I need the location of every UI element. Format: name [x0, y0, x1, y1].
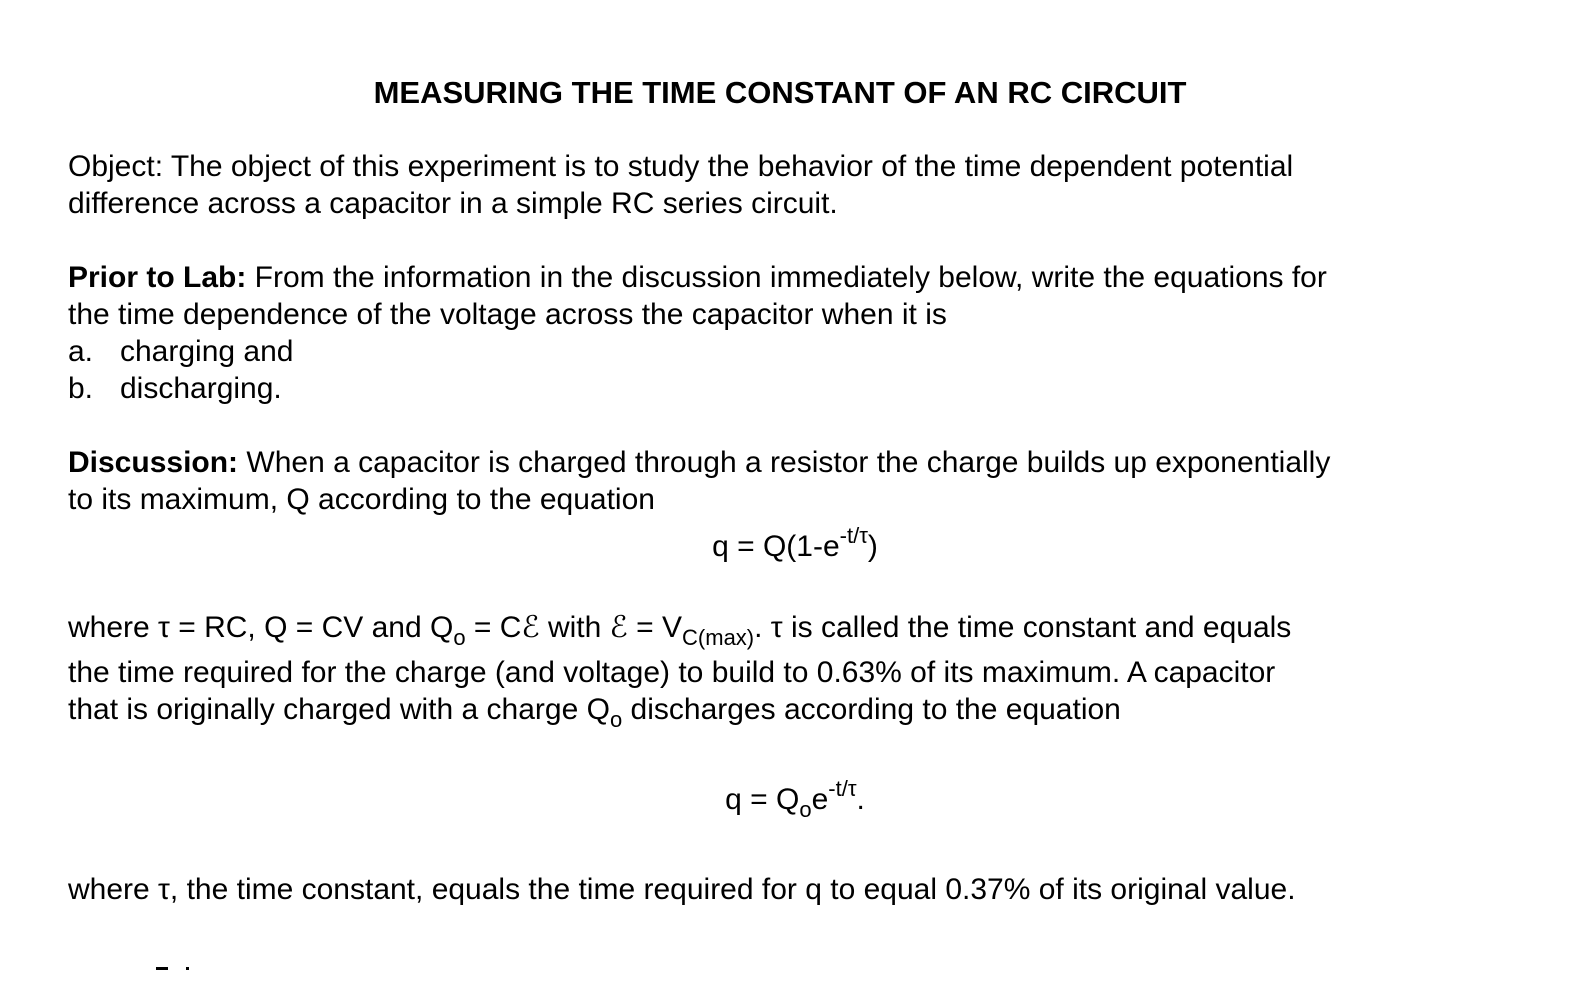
equation-exponent: -t/τ	[839, 523, 868, 548]
glyph-fragment	[186, 967, 189, 970]
list-item	[68, 370, 282, 407]
text-run: where τ = RC, Q = CV and Q	[68, 611, 454, 644]
where-line-3	[68, 691, 1548, 732]
list-marker: b.	[68, 372, 94, 405]
cut-off-text-fragment	[68, 965, 228, 986]
discussion-label: Discussion:	[68, 446, 239, 479]
text-run: with	[539, 611, 610, 644]
equation-exponent: -t/τ	[828, 776, 857, 801]
subscript: o	[609, 707, 623, 732]
text-run: = C	[465, 611, 522, 644]
discussion-line-2: to its maximum, Q according to the equation	[68, 483, 655, 516]
discharging-equation	[0, 776, 1590, 822]
list-item	[68, 333, 293, 370]
subscript: o	[453, 625, 466, 650]
list-item-text: discharging.	[120, 372, 282, 405]
text-run: . τ is called the time constant and equals	[754, 611, 1292, 644]
list-marker: a.	[68, 335, 94, 368]
equation-text: .	[856, 783, 865, 816]
time-constant-sentence: where τ, the time constant, equals the time required for q to equal 0.37% of its original value.	[68, 873, 1296, 906]
discussion-paragraph	[68, 444, 1548, 518]
prior-to-lab-paragraph	[68, 259, 1548, 333]
equation-text: q = Q	[725, 783, 800, 816]
glyph-fragment	[156, 967, 168, 970]
where-line-1	[68, 609, 1548, 650]
object-line-2: difference across a capacitor in a simple RC series circuit.	[68, 187, 838, 220]
list-item-text: charging and	[120, 335, 294, 368]
object-line-1: Object: The object of this experiment is to study the behavior of the time dependent potential	[68, 150, 1294, 183]
text-run: = V	[627, 611, 683, 644]
discussion-line-1-text: When a capacitor is charged through a resistor the charge builds up exponentially	[238, 446, 1331, 479]
prior-label: Prior to Lab:	[68, 261, 247, 294]
page-title: MEASURING THE TIME CONSTANT OF AN RC CIRCUIT	[373, 75, 1187, 110]
charging-equation	[0, 523, 1590, 567]
equation-text: )	[867, 530, 878, 563]
text-run: that is originally charged with a charge Q	[68, 693, 610, 726]
subscript: o	[799, 797, 812, 822]
object-paragraph	[68, 148, 1548, 222]
equation-text: q = Q(1-e	[712, 530, 840, 563]
where-line-2: the time required for the charge (and voltage) to build to 0.63% of its maximum. A capacitor	[68, 656, 1276, 689]
prior-line-1-text: From the information in the discussion immediately below, write the equations for	[246, 261, 1327, 294]
discussion-line-1	[68, 444, 1548, 481]
emf-symbol: ℰ	[521, 611, 540, 644]
prior-line-1	[68, 259, 1548, 296]
prior-line-2: the time dependence of the voltage across the capacitor when it is	[68, 298, 947, 331]
subscript: C(max)	[682, 625, 755, 650]
emf-symbol: ℰ	[609, 611, 628, 644]
equation-text: e	[811, 783, 829, 816]
text-run: discharges according to the equation	[622, 693, 1121, 726]
